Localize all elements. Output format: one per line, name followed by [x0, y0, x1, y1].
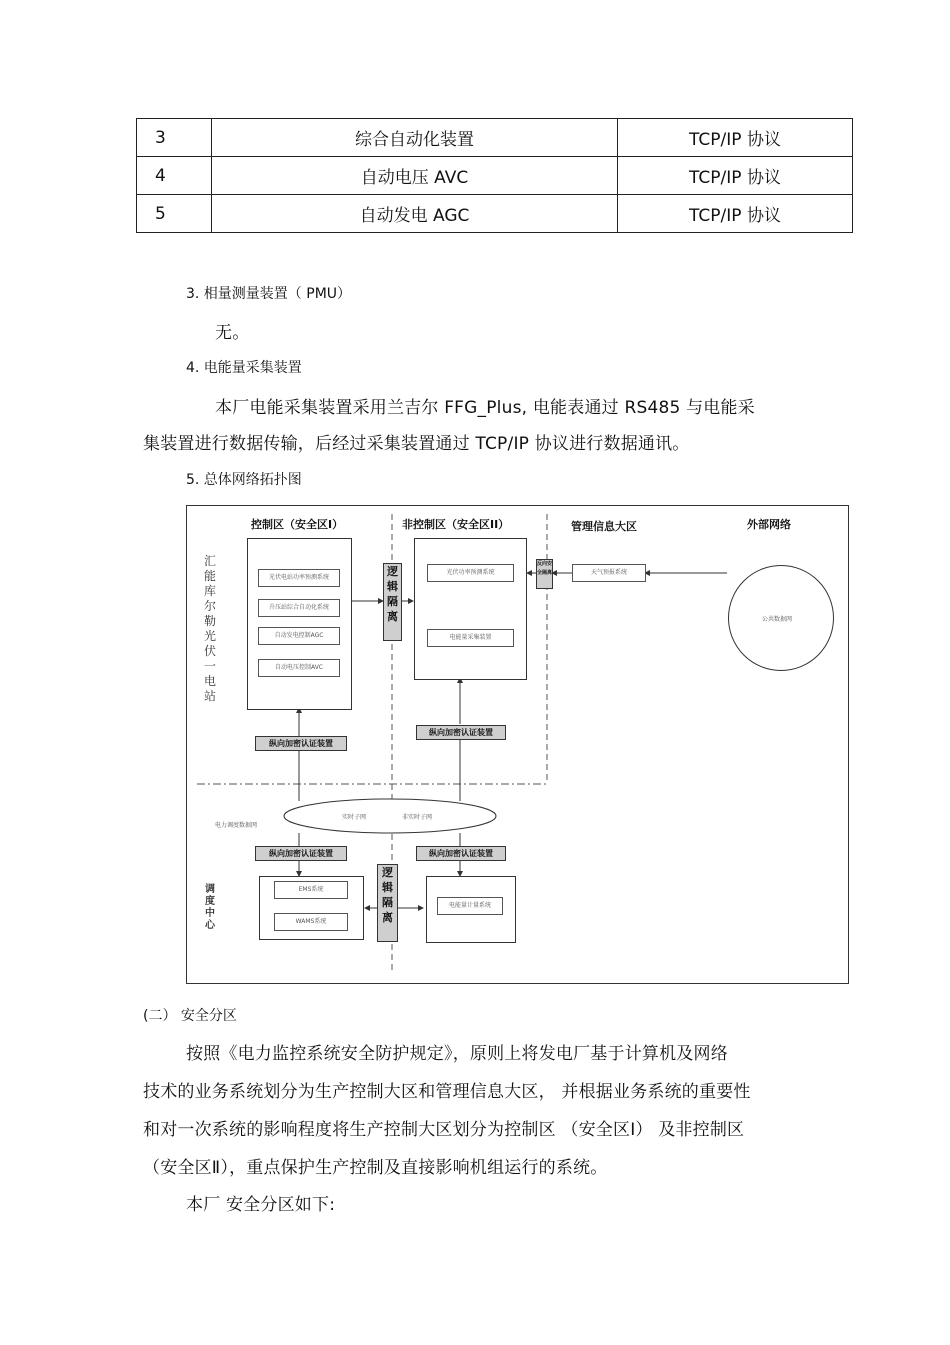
zone-noncontrol-label: 非控制区（安全区II） — [402, 518, 510, 531]
station-name-label: 汇能库尔勒光伏一电站 — [203, 554, 216, 703]
protocol-cell: TCP/IP 协议 — [618, 195, 853, 233]
control-item: 光伏电站功率预测系统 — [258, 569, 340, 587]
row-number-cell: 5 — [137, 195, 212, 233]
noncontrol-item: 光伏功率预测系统 — [427, 564, 514, 582]
control-item: 自动电压控制AVC — [258, 659, 340, 677]
protocol-cell: TCP/IP 协议 — [618, 157, 853, 195]
dispatch-net-label: 电力调度数据网 — [215, 822, 258, 829]
network-topology-diagram — [186, 505, 849, 984]
section-4-line2: 集装置进行数据传输，后经过采集装置通过 TCP/IP 协议进行数据通讯。 — [143, 434, 690, 454]
protocol-cell: TCP/IP 协议 — [618, 119, 853, 157]
nonrealtime-vpn-label: 非实时子网 — [402, 814, 433, 821]
device-cell: 自动电压 AVC — [212, 157, 618, 195]
control-item: 升压站综合自动化系统 — [258, 599, 340, 617]
paragraph-line-5: 本厂 安全分区如下: — [186, 1195, 336, 1215]
table-row — [137, 195, 853, 233]
device-cell: 自动发电 AGC — [212, 195, 618, 233]
paragraph-line-2: 技术的业务系统划分为生产控制大区和管理信息大区， 并根据业务系统的重要性 — [143, 1082, 751, 1102]
protocol-table — [136, 118, 853, 233]
device-cell: 综合自动化装置 — [212, 119, 618, 157]
section-3-title: 3. 相量测量装置（ PMU） — [186, 286, 352, 302]
vertical-auth-right-bottom: 纵向加密认证装置 — [416, 846, 506, 861]
realtime-vpn-label: 实时子网 — [342, 814, 367, 821]
section-4-title: 4. 电能量采集装置 — [186, 360, 302, 376]
dispatch-box-left — [259, 876, 364, 940]
vertical-auth-left-bottom: 纵向加密认证装置 — [255, 846, 347, 861]
control-item: 自动发电控制AGC — [258, 627, 340, 645]
table-row — [137, 157, 853, 195]
section-4-line1: 本厂电能采集装置采用兰吉尔 FFG_Plus, 电能表通过 RS485 与电能采 — [215, 398, 755, 418]
dispatch-center-label: 调度中心 — [205, 884, 215, 931]
logic-isolation-top: 逻辑隔离 — [383, 563, 402, 641]
zone-mgmt-label: 管理信息大区 — [571, 520, 637, 533]
logic-isolation-bottom: 逻辑隔离 — [377, 864, 398, 942]
dispatch-box-right — [426, 876, 516, 943]
public-net-label: 公共数据网 — [762, 616, 793, 623]
control-zone-box — [247, 538, 352, 710]
dispatch-meter: 电能量计量系统 — [437, 897, 503, 915]
noncontrol-item: 电能量采集装置 — [427, 629, 514, 647]
section-3-body: 无。 — [215, 323, 250, 343]
dispatch-item: EMS系统 — [274, 881, 348, 899]
zone-external-label: 外部网络 — [747, 518, 791, 531]
noncontrol-zone-box — [414, 538, 527, 680]
zone-control-label: 控制区（安全区I） — [251, 518, 344, 531]
paragraph-line-3: 和对一次系统的影响程度将生产控制大区划分为控制区 （安全区Ⅰ） 及非控制区 — [143, 1120, 745, 1140]
weather-server: 天气预报系统 — [572, 564, 646, 582]
row-number-cell: 3 — [137, 119, 212, 157]
reverse-isolation: 反向安全隔离 — [536, 559, 553, 589]
dispatch-item: WAMS系统 — [274, 913, 348, 931]
table-row — [137, 119, 853, 157]
section-5-title: 5. 总体网络拓扑图 — [186, 472, 302, 488]
row-number-cell: 4 — [137, 157, 212, 195]
vertical-auth-left-top: 纵向加密认证装置 — [255, 736, 347, 751]
paragraph-line-4: （安全区Ⅱ），重点保护生产控制及直接影响机组运行的系统。 — [143, 1158, 608, 1178]
paragraph-line-1: 按照《电力监控系统安全防护规定》，原则上将发电厂基于计算机及网络 — [186, 1044, 728, 1064]
subsection-2-title: (二） 安全分区 — [143, 1008, 237, 1024]
vertical-auth-right-top: 纵向加密认证装置 — [416, 725, 506, 740]
